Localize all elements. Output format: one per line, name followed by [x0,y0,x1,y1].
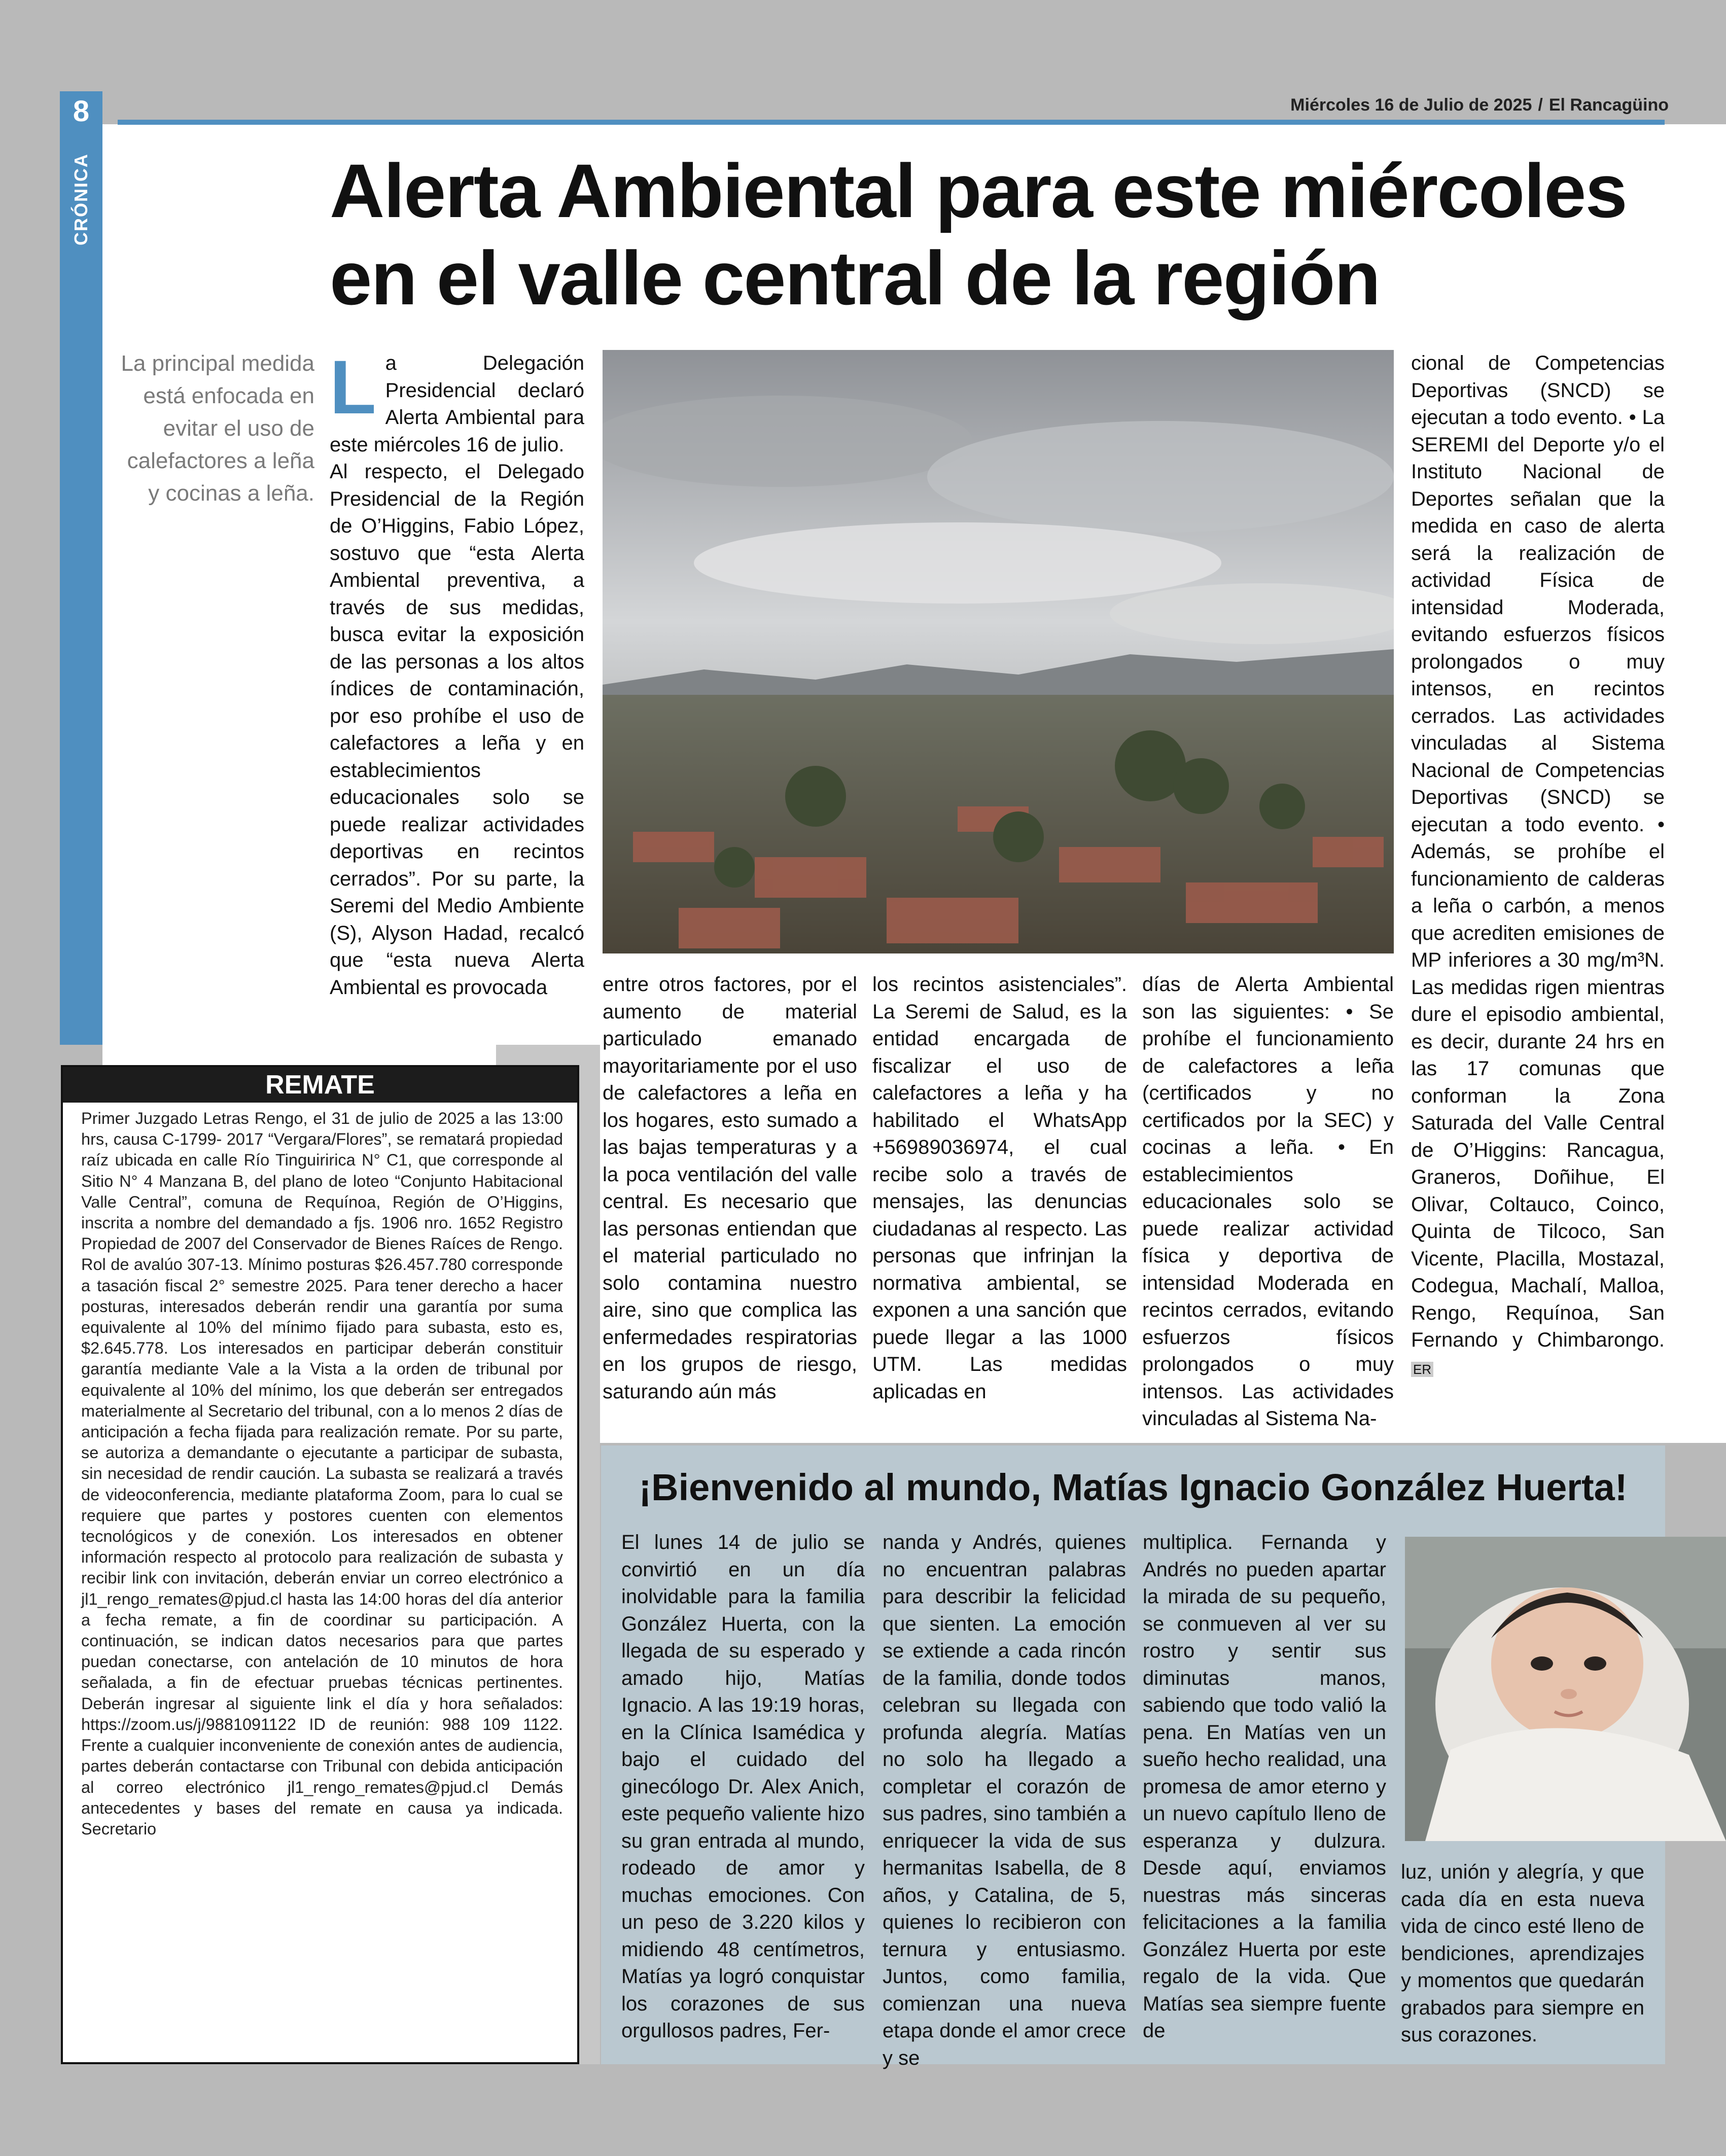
issue-date: Miércoles 16 de Julio de 2025 [1290,95,1532,115]
birth-column-3: multiplica. Fernanda y Andrés no pueden apartar la mirada de su pequeño, se conmueven al ver su rostro y sentir sus diminutas manos, sabiendo que todo valió la pena. En Matías ven un sueño hecho realidad, una promesa de amor eterno y un nuevo capítulo lleno de esperanza y dulzura. Desde aquí, enviamos nuestras más sinceras felicitaciones a la familia González Huerta por este regalo de la vida. Que Matías sea siempre fuente de [1143,1531,1386,2042]
section-name: CRÓNICA [71,153,91,245]
kicker: La principal medida está enfocada en evitar el uso de calefactores a leña y cocinas a leña. [121,351,314,506]
city-haze-photo-image [603,350,1394,953]
birth-column-2: nanda y Andrés, quienes no encuentran palabras para describir la felicidad que sienten. La emoción se extiende a cada rincón de la familia, donde todos celebran su llegada con profunda alegría. Matías no solo ha llegado a completar el corazón de sus padres, sino también a enriquecer la vida de sus hermanitas Isabella, de 8 años, y Catalina, de 5, quienes lo recibieron con ternura y entusiasmo. Juntos, como familia, comienzan una nueva etapa donde el amor crece y se [883,1531,1126,2069]
remate-text: Primer Juzgado Letras Rengo, el 31 de julio de 2025 a las 13:00 hrs, causa C-1799- 2017 “Vergara/Flores”, se rematará propiedad raíz ubicada en calle Río Tinguiririca N° C1, que corresponde al Sitio N° 4 Manzana B, del plano de loteo “Conjunto Habitacional Valle Central”, comuna de Requínoa, Región de O’Higgins, inscrita a nombre del demandado a fjs. 1906 nro. 1652 Registro Propiedad de 2007 del Conservador de Bienes Raíces de Rengo. Rol de avalúo 307-13. Mínimo posturas $26.457.780 corresponde a tasación fiscal 2° semestre 2025. Para tener derecho a hacer posturas, interesados deberán rendir una garantía por suma equivalente al 10% del mínimo fijado para subasta, esto es, $2.645.778. Los interesados en participar deberán constituir garantía mediante Vale a la Vista a la orden de tribunal por equivalente al 10% del mínimo, los que deberán ser entregados materialmente al Secretario del tribunal, con a lo menos 2 días de anticipación a fecha fijada para realización remate. Por su parte, se autoriza a demandante o ejecutante a participar de subasta, sin necesidad de rendir caución. La subasta se realizará a través de videoconferencia, mediante plataforma Zoom, para lo cual se requiere que partes y postores cuenten con elementos tecnológicos y de conexión. Los interesados en obtener información respecto al protocolo para realización de subasta y recibir link con invitación, deberán enviar un correo electrónico a jl1_rengo_remates@pjud.cl hasta las 14:00 horas del día anterior a fecha remate, a fin de coordinar su participación. A continuación, se indican datos necesarios para que partes puedan conectarse, con antelación de 10 minutos de hora señalada, a fin de efectuar pruebas técnicas pertinentes. Deberán ingresar al siguiente link el día y hora señalados: https://zoom.us/j/9881091122 ID de reunión: 988 109 1122. Frente a cualquier inconveniente de conexión antes de audiencia, partes deberán contactarse con Tribunal con debida anticipación al correo electrónico jl1_rengo_remates@pjud.cl Demás antecedentes y bases del remate en causa ya indicada. Secretario [81,1109,563,1838]
headline-line-1: Alerta Ambiental para este miércoles [330,148,1627,233]
article-column-5-text: cional de Competencias Deportivas (SNCD) se ejecutan a todo evento. • La SEREMI del Deporte y/o el Instituto Nacional de Deportes señalan que la medida en caso de alerta será la realización de actividad Física de intensidad Moderada, evitando esfuerzos físicos prolongados o muy intensos, en recintos cerrados. Las actividades vinculadas al Sistema Nacional de Competencias Deportivas (SNCD) se ejecutan a todo evento. • Además, se prohíbe el funcionamiento de calderas a leña o carbón, a menos que acrediten emisiones de MP inferiores a 30 mg/m³N. Las medidas rigen mientras dure el episodio ambiental, es decir, durante 24 hrs en las 17 comunas que conforman la Zona Saturada del Valle Central de O’Higgins: Rancagua, Graneros, Doñihue, El Olivar, Coltauco, Coinco, Quinta de Tilcoco, San Vicente, Placilla, Mostazal, Codegua, Machalí, Malloa, Rengo, Requínoa, San Fernando y Chimbarongo. [1411,352,1665,1351]
birth-column-4: luz, unión y alegría, y que cada día en esta nueva vida de cinco esté lleno de bendiciones, aprendizajes y momentos que quedarán grabados para siempre en sus corazones. [1401,1861,1644,2046]
article-column-2: entre otros factores, por el aumento de material particulado emanado mayoritariamente por el uso de calefactores a leña en los hogares, esto sumado a las bajas temperaturas y a la poca ventilación del valle central. Es necesario que las personas entiendan que el material particulado no solo contamina nuestro aire, sino que complica las enfermedades respiratorias en los grupos de riesgo, saturando aún más [603,973,857,1403]
headline [330,147,1699,322]
baby-photo-image [1405,1537,1726,1841]
dateline-separator: / [1538,95,1543,115]
page-number: 8 [73,95,90,128]
baby-photo [1405,1537,1726,1841]
drop-cap: L [330,344,376,430]
dateline [1167,95,1669,115]
article-column-4: días de Alerta Ambiental son las siguientes: • Se prohíbe el funcionamiento de calefactores a leña (certificados y no certificados por la SEC) y cocinas a leña. • En establecimientos educacionales solo se puede realizar actividad física y deportiva de intensidad Moderada en recintos cerrados, evitando esfuerzos físicos prolongados o muy intensos. Las actividades vinculadas al Sistema Na- [1142,973,1394,1430]
header-rule [118,120,1665,125]
headline-line-2: en el valle central de la región [330,235,1380,321]
birth-title: ¡Bienvenido al mundo, Matías Ignacio González Huerta! [639,1466,1628,1508]
end-mark: ER [1411,1362,1433,1377]
article-paragraph: Al respecto, el Delegado Presidencial de la Región de O’Higgins, Fabio López, sostuvo que “esta Alerta Ambiental preventiva, a través de sus medidas, busca evitar la exposición de las personas a los altos índices de contaminación, por eso prohíbe el uso de calefactores a leña y en establecimientos educacionales solo se puede realizar actividades deportivas en recintos cerrados”. Por su parte, la Seremi del Medio Ambiente (S), Alyson Hadad, recalcó que “esta nueva Alerta Ambiental es provocada [330,461,584,999]
article-column-1 [330,344,584,1001]
article-column-5 [1411,350,1665,1383]
article-intro: a Delegación Presidencial declaró Alerta Ambiental para este miércoles 16 de julio. [330,352,584,456]
article-column-3: los recintos asistenciales”. La Seremi de Salud, es la entidad encargada de fiscalizar el uso de calefactores a leña y ha habilitado el WhatsApp +56989036974, el cual recibe solo a través de mensajes, las denuncias ciudadanas al respecto. Las personas que infrinjan la normativa ambiental, se exponen a una sanción que puede llegar a las 1000 UTM. Las medidas aplicadas en [872,973,1127,1403]
section-label [60,142,102,254]
publication-name: El Rancagüino [1548,95,1669,115]
birth-column-1: El lunes 14 de julio se convirtió en un día inolvidable para la familia González Huerta, con la llegada de su esperado y amado hijo, Matías Ignacio. A las 19:19 horas, en la Clínica Isamédica y bajo el cuidado del ginecólogo Dr. Alex Anich, este pequeño valiente hizo su gran entrada al mundo, rodeado de amor y muchas emociones. Con un peso de 3.220 kilos y midiendo 48 centímetros, Matías ya logró conquistar los corazones de sus orgullosos padres, Fer- [621,1531,865,2042]
city-haze-photo [603,350,1394,953]
remate-title: REMATE [63,1067,577,1103]
